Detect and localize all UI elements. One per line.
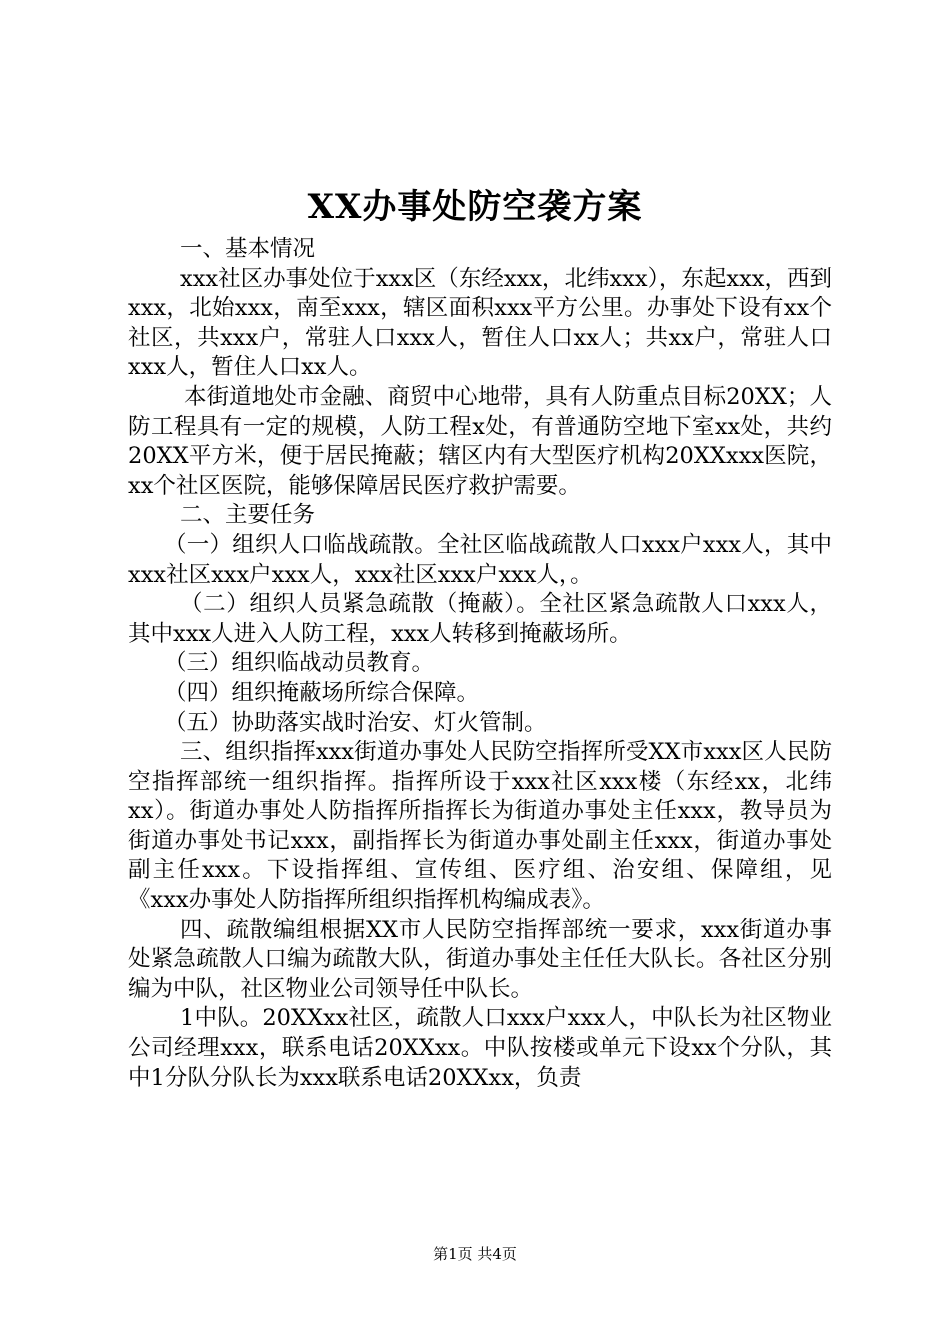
- page-footer: 第1页 共4页: [433, 1245, 517, 1263]
- paragraph-squadron-1: 1中队。20XXxx社区，疏散人口xxx户xxx人，中队长为社区物业公司经理xxx，联系电话20XXxx。中队按楼或单元下设xx个分队，其中1分队分队长为xxx联系电话20XXxx，负责: [128, 1005, 832, 1091]
- task-item-1: （一）组织人口临战疏散。全社区临战疏散人口xxx户xxx人，其中xxx社区xxx户xxx人，xxx社区xxx户xxx人，。: [128, 531, 832, 588]
- section-heading-tasks: 二、主要任务: [180, 502, 316, 529]
- paragraph-location: xxx社区办事处位于xxx区（东经xxx，北纬xxx），东起xxx，西到xxx，北始xxx，南至xxx，辖区面积xxx平方公里。办事处下设有xx个社区，共xxx户，常驻人口xxx人，暂住人口xx人；共xx户，常驻人口xxx人，暂住人口xx人。: [128, 265, 832, 381]
- task-item-4: （四）组织掩蔽场所综合保障。: [164, 679, 480, 706]
- section-command: 三、组织指挥xxx街道办事处人民防空指挥所受XX市xxx区人民防空指挥部统一组织指挥。指挥所设于xxx社区xxx楼（东经xx，北纬xx）。街道办事处人防指挥所指挥长为街道办事处主任xxx，教导员为街道办事处书记xxx，副指挥长为街道办事处副主任xxx，街道办事处副主任xxx。下设指挥组、宣传组、医疗组、治安组、保障组，见《xxx办事处人防指挥所组织指挥机构编成表》。: [128, 739, 832, 914]
- section-evacuation: 四、疏散编组根据XX市人民防空指挥部统一要求，xxx街道办事处紧急疏散人口编为疏散大队，街道办事处主任任大队长。各社区分别编为中队，社区物业公司领导任中队长。: [128, 916, 832, 1002]
- task-item-3: （三）组织临战动员教育。: [164, 650, 435, 677]
- document-body: [128, 235, 832, 1093]
- section-heading-basic: 一、基本情况: [180, 236, 316, 262]
- task-item-2: （二）组织人员紧急疏散（掩蔽）。全社区紧急疏散人口xxx人，其中xxx人进入人防工程，xxx人转移到掩蔽场所。: [128, 591, 832, 647]
- task-item-5: （五）协助落实战时治安、灯火管制。: [164, 709, 547, 736]
- document-title: XX办事处防空袭方案: [307, 187, 643, 227]
- paragraph-district: 本街道地处市金融、商贸中心地带，具有人防重点目标20XX；人防工程具有一定的规模，人防工程x处，有普通防空地下室xx处，共约20XX平方米，便于居民掩蔽；辖区内有大型医疗机构20XXxxx医院，xx个社区医院，能够保障居民医疗救护需要。: [128, 383, 832, 499]
